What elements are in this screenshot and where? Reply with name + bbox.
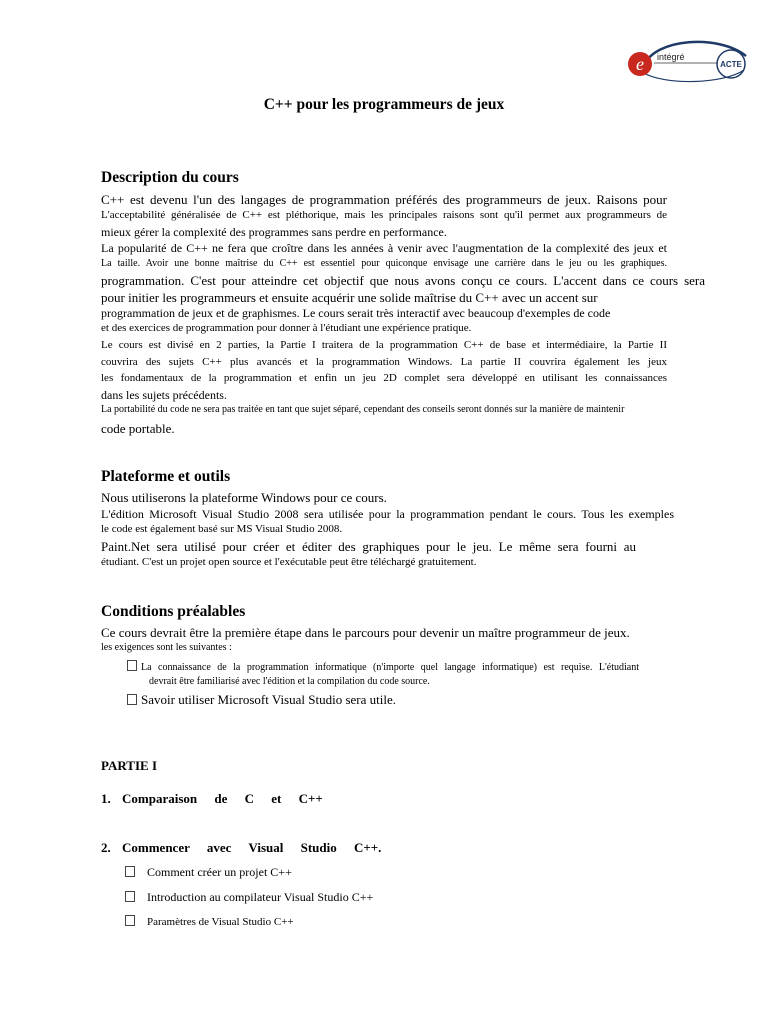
logo-letter: e [636, 54, 644, 74]
description-line-2: L'acceptabilité généralisée de C++ est pléthorique, mais les principales raisons sont qu'il permet aux programmeurs de [101, 209, 667, 221]
prereq-bullet-2 [127, 692, 396, 708]
section-heading-platform: Plateforme et outils [101, 468, 231, 485]
part-item-2-label: Commencer avec Visual Studio C++. [122, 840, 382, 855]
description-line-12: les fondamentaux de la programmation et enfin un jeu 2D complet sera développé en utilisant les connaissances [101, 372, 667, 384]
checkbox-icon [127, 694, 137, 705]
prereq-bullet-1-cont: devrait être familiarisé avec l'édition et la compilation du code source. [149, 676, 430, 687]
platform-line-5: étudiant. C'est un projet open source et l'exécutable peut être téléchargé gratuitement. [101, 556, 477, 568]
description-line-3: mieux gérer la complexité des programmes sans perdre en performance. [101, 225, 447, 239]
checkbox-icon [125, 915, 135, 926]
document-title: C++ pour les programmeurs de jeux [263, 96, 505, 113]
platform-line-3: le code est également basé sur MS Visual Studio 2008. [101, 523, 343, 535]
description-line-7: pour initier les programmeurs et ensuite acquérir une solide maîtrise du C++ avec un accent sur [101, 290, 598, 305]
description-line-8: programmation de jeux et de graphismes. Le cours serait très interactif avec beaucoup d'exemples de code [101, 306, 611, 320]
part-subitem-2-text: Introduction au compilateur Visual Studio C++ [147, 890, 374, 904]
logo-graphic [624, 36, 750, 84]
part-subitem-1-text: Comment créer un projet C++ [147, 865, 292, 879]
part-item-1-number: 1. [101, 791, 111, 806]
logo [624, 36, 750, 84]
prereq-line-1: Ce cours devrait être la première étape dans le parcours pour devenir un maître programmeur de jeux. [101, 625, 630, 640]
description-line-1: C++ est devenu l'un des langages de programmation préférés des programmeurs de jeux. Raisons pour [101, 192, 667, 207]
part-subitem-2 [125, 890, 373, 905]
description-line-4: La popularité de C++ ne fera que croître dans les années à venir avec l'augmentation de la complexité des jeux et [101, 241, 667, 255]
description-line-15: code portable. [101, 421, 175, 436]
prereq-bullet-1 [127, 660, 639, 673]
part-item-1 [101, 791, 323, 807]
checkbox-icon [125, 891, 135, 902]
part-item-2-number: 2. [101, 840, 111, 855]
prereq-bullet-1-text: La connaissance de la programmation informatique (n'importe quel langage informatique) est requise. L'étudiant [141, 662, 639, 673]
part-subitem-3-text: Paramètres de Visual Studio C++ [147, 916, 294, 928]
part-heading: PARTIE I [101, 758, 158, 773]
description-line-9: et des exercices de programmation pour donner à l'étudiant une expérience pratique. [101, 322, 472, 334]
platform-line-1: Nous utiliserons la plateforme Windows pour ce cours. [101, 490, 387, 505]
description-line-6: programmation. C'est pour atteindre cet objectif que nous avons conçu ce cours. L'accent dans ce cours sera [101, 273, 705, 288]
part-item-1-label: Comparaison de C et C++ [122, 791, 323, 806]
description-line-13: dans les sujets précédents. [101, 388, 227, 402]
part-subitem-1 [125, 865, 292, 880]
section-heading-prerequisites: Conditions préalables [101, 603, 246, 620]
description-line-14: La portabilité du code ne sera pas traitée en tant que sujet séparé, cependant des conseils seront donnés sur la manière de maintenir [101, 404, 625, 415]
prereq-bullet-2-text: Savoir utiliser Microsoft Visual Studio sera utile. [141, 692, 396, 707]
prereq-line-2: les exigences sont les suivantes : [101, 642, 232, 653]
part-item-2 [101, 840, 381, 856]
description-line-5: La taille. Avoir une bonne maîtrise du C++ est essentiel pour quiconque envisage une carrière dans le jeu ou les graphiques. [101, 258, 667, 269]
platform-line-2: L'édition Microsoft Visual Studio 2008 sera utilisée pour la programmation pendant le cours. Tous les exemples [101, 507, 674, 521]
platform-line-4: Paint.Net sera utilisé pour créer et éditer des graphiques pour le jeu. Le même sera fourni au [101, 539, 636, 554]
description-line-10: Le cours est divisé en 2 parties, la Partie I traitera de la programmation C++ de base et intermédiaire, la Partie II [101, 339, 667, 351]
checkbox-icon [125, 866, 135, 877]
description-line-11: couvrira des sujets C++ plus avancés et la programmation Windows. La partie II couvrira également les jeux [101, 356, 667, 368]
logo-badge: ACTE [720, 60, 742, 69]
section-heading-description: Description du cours [101, 169, 239, 186]
part-subitem-3 [125, 915, 294, 928]
logo-word: intégré [657, 52, 685, 62]
checkbox-icon [127, 660, 137, 671]
